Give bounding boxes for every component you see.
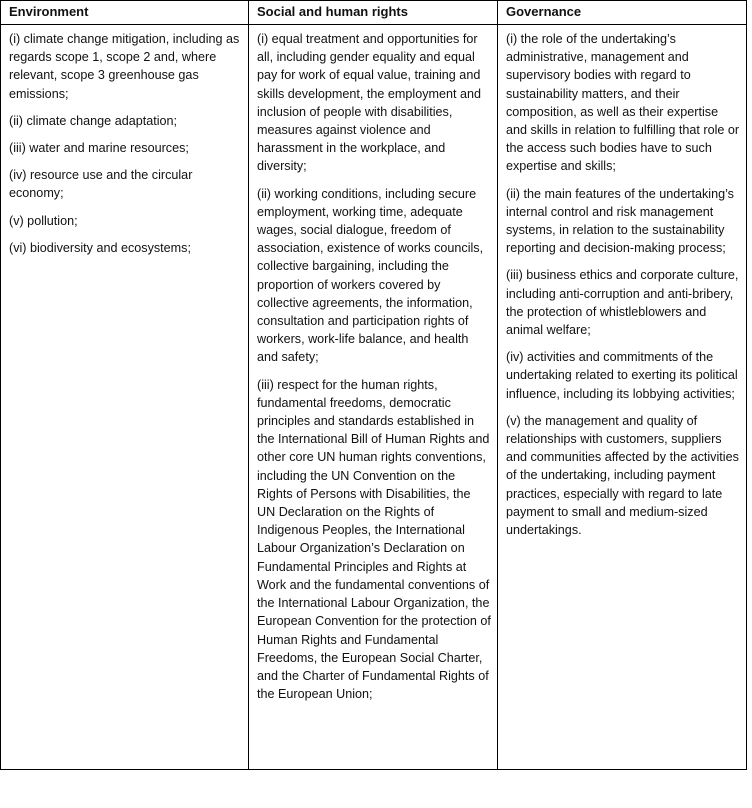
social-item-3: (iii) respect for the human rights, fundamental freedoms, democratic principles and standards established in the International Bill of Human Rights and other core UN human rights conventions, including the UN Convention on the Rights of Persons with Disabilities, the UN Declaration on the Rights of Indigenous Peoples, the International Labour Organization’s Declaration on Fundamental Principles and Rights at Work and the fundamental conventions of the International Labour Organization, the European Convention for the protection of Human Rights and Fundamental Freedoms, the European Social Charter, and the Charter of Fundamental Rights of the European Union;	[257, 377, 491, 702]
governance-item-4: (iv) activities and commitments of the undertaking related to exerting its political influence, including its lobbying activities;	[506, 350, 738, 401]
environment-item-6: (vi) biodiversity and ecosystems;	[9, 240, 191, 255]
governance-item-3: (iii) business ethics and corporate culture, including anti-corruption and anti-bribery, the protection of whistleblowers and animal welfare;	[506, 268, 739, 338]
environment-item-5: (v) pollution;	[9, 213, 78, 228]
social-item-2: (ii) working conditions, including secure employment, working time, adequate wages, social dialogue, freedom of association, existence of works councils, collective bargaining, including the proportion of workers covered by collective agreements, the information, consultation and participation rights of workers, work-life balance, and health and safety;	[257, 186, 484, 365]
header-environment: Environment	[1, 1, 249, 25]
social-cell	[249, 25, 498, 770]
environment-item-4: (iv) resource use and the circular economy;	[9, 168, 193, 201]
table-header-row	[1, 1, 747, 25]
environment-item-2: (ii) climate change adaptation;	[9, 113, 178, 128]
header-social-human-rights: Social and human rights	[249, 1, 498, 25]
social-item-1: (i) equal treatment and opportunities for all, including gender equality and equal pay for work of equal value, training and skills development, the employment and inclusion of people with disabilities, measures against violence and harassment in the workplace, and diversity;	[257, 32, 482, 174]
environment-item-3: (iii) water and marine resources;	[9, 141, 189, 156]
governance-cell	[498, 25, 747, 770]
header-governance: Governance	[498, 1, 747, 25]
environment-item-1: (i) climate change mitigation, including as regards scope 1, scope 2 and, where relevant, scope 3 greenhouse gas emissions;	[9, 32, 240, 101]
governance-item-1: (i) the role of the undertaking’s administrative, management and supervisory bodies with regard to sustainability matters, and their composition, as well as their expertise and skills in relation to fulfilling that role or the access such bodies have to such expertise and skills;	[506, 32, 740, 174]
environment-cell	[1, 25, 249, 770]
governance-item-5: (v) the management and quality of relationships with customers, suppliers and communities affected by the activities of the undertaking, including payment practices, especially with regard to late payment to small and medium-sized undertakings.	[506, 413, 739, 538]
governance-item-2: (ii) the main features of the undertaking’s internal control and risk management systems, in relation to the sustainability reporting and decision-making process;	[506, 186, 734, 256]
table-body-row	[1, 25, 747, 770]
